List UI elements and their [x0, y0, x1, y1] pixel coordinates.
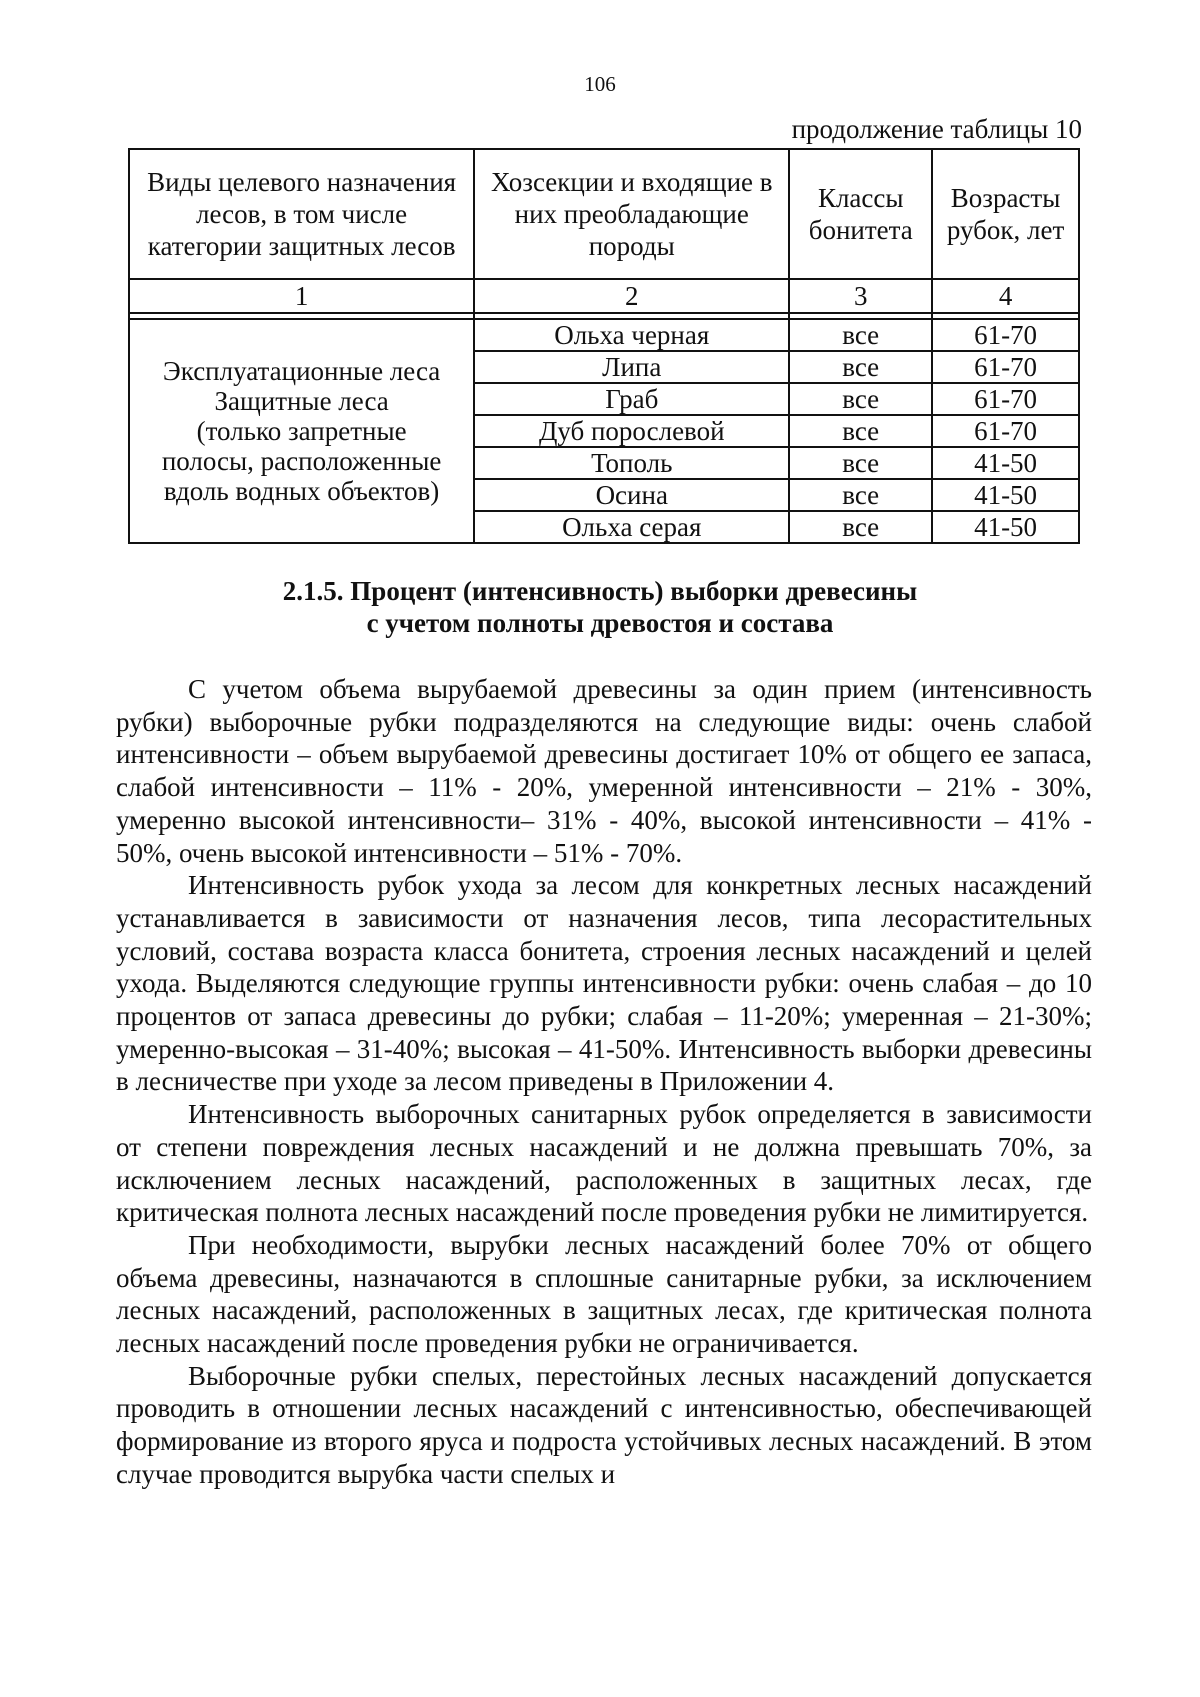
paragraph: При необходимости, вырубки лесных насаждений более 70% от общего объема древесины, назначаются в сплошные санитарные рубки, за исключением лесных насаждений, расположенных в защитных лесах, где критическая полнота лесных насаждений после проведения рубки не ограничивается.	[116, 1229, 1092, 1359]
class-cell: все	[789, 447, 932, 479]
page-number: 106	[584, 72, 616, 96]
species-cell: Осина	[474, 479, 789, 511]
class-cell: все	[789, 383, 932, 415]
age-cell: 61-70	[932, 351, 1079, 383]
class-cell: все	[789, 479, 932, 511]
group-label-line: полосы, расположенные	[161, 446, 442, 476]
paragraph: Выборочные рубки спелых, перестойных лесных насаждений допускается проводить в отношении лесных насаждений с интенсивностью, обеспечивающей формирование из второго яруса и подроста устойчивых лесных насаждений. В этом случае проводится вырубка части спелых и	[116, 1360, 1092, 1489]
species-cell: Ольха серая	[474, 511, 789, 543]
column-number: 3	[789, 279, 932, 313]
age-cell: 41-50	[932, 479, 1079, 511]
class-cell: все	[789, 319, 932, 351]
age-cell: 61-70	[932, 319, 1079, 351]
header-cell-class: Классы бонитета	[789, 149, 932, 279]
class-cell: все	[789, 351, 932, 383]
class-cell: все	[789, 511, 932, 543]
column-number: 2	[474, 279, 789, 313]
age-cell: 41-50	[932, 511, 1079, 543]
paragraph: С учетом объема вырубаемой древесины за один прием (интенсивность рубки) выборочные рубки подразделяются на следующие виды: очень слабой интенсивности – объем вырубаемой древесины достигает 10% от общего ее запаса, слабой интенсивности – 11% - 20%, умеренной интенсивности – 21% - 30%, умеренно высокой интенсивности– 31% - 40%, высокой интенсивности – 41% - 50%, очень высокой интенсивности – 51% - 70%.	[116, 674, 1092, 868]
group-label-line: (только запретные	[196, 416, 407, 446]
species-cell: Липа	[474, 351, 789, 383]
data-table	[128, 148, 1080, 544]
header-cell-species: Хозсекции и входящие в них преобладающие породы	[474, 149, 789, 279]
group-label-line: Защитные леса	[214, 386, 389, 416]
section-title	[0, 575, 1200, 639]
species-cell: Ольха черная	[474, 319, 789, 351]
group-label-cell	[129, 319, 474, 543]
table-caption: продолжение таблицы 10	[791, 114, 1082, 144]
section-title-line: 2.1.5. Процент (интенсивность) выборки древесины	[282, 576, 918, 606]
age-cell: 41-50	[932, 447, 1079, 479]
age-cell: 61-70	[932, 415, 1079, 447]
table-row	[129, 319, 1079, 351]
class-cell: все	[789, 415, 932, 447]
column-number: 1	[129, 279, 474, 313]
species-cell: Дуб порослевой	[474, 415, 789, 447]
age-cell: 61-70	[932, 383, 1079, 415]
paragraph: Интенсивность рубок ухода за лесом для конкретных лесных насаждений устанавливается в зависимости от назначения лесов, типа лесорастительных условий, состава возраста класса бонитета, строения лесных насаждений и целей ухода. Выделяются следующие группы интенсивности рубки: очень слабая – до 10 процентов от запаса древесины до рубки; слабая – 11-20%; умеренная – 21-30%; умеренно-высокая – 31-40%; высокая – 41-50%. Интенсивность выборки древесины в лесничестве при уходе за лесом приведены в Приложении 4.	[116, 870, 1092, 1097]
column-numbers-row	[129, 279, 1079, 313]
species-cell: Граб	[474, 383, 789, 415]
section-title-line: с учетом полноты древостоя и состава	[366, 608, 834, 638]
table-header-row	[129, 149, 1079, 279]
species-cell: Тополь	[474, 447, 789, 479]
group-label-line: Эксплуатационные леса	[162, 356, 441, 386]
group-label-line: вдоль водных объектов)	[163, 476, 440, 506]
header-cell-age: Возрасты рубок, лет	[932, 149, 1079, 279]
column-number: 4	[932, 279, 1079, 313]
header-cell-purpose: Виды целевого назначения лесов, в том числе категории защитных лесов	[129, 149, 474, 279]
paragraph: Интенсивность выборочных санитарных рубок определяется в зависимости от степени повреждения лесных насаждений и не должна превышать 70%, за исключением лесных насаждений, расположенных в защитных лесах, где критическая полнота лесных насаждений после проведения рубки не лимитируется.	[116, 1099, 1092, 1228]
body-text	[116, 673, 1092, 1491]
